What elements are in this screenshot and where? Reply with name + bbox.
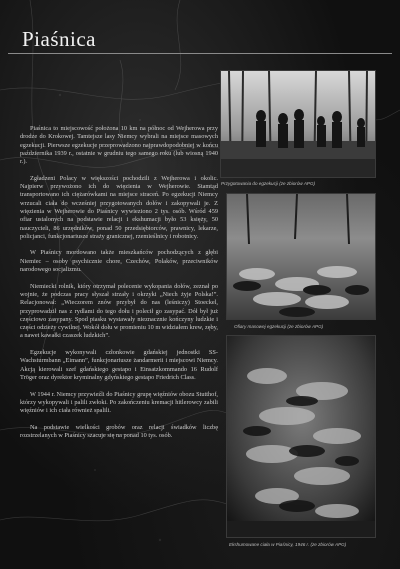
- paragraph: W 1944 r. Niemcy przywieźli do Piaśnicy grupę więźniów obozu Stutthof, którzy wykopywali i palili zwłoki. Po zakończeniu kremacji hitlerowcy zabili więźniów i ich ciała również spalili.: [20, 390, 218, 415]
- article-text: [20, 125, 218, 449]
- photo-exhumed-bodies: [226, 335, 376, 538]
- caption-photo2: Ofiary masowej egzekucji (ze zbiorów APG): [234, 324, 324, 329]
- paragraph: Piaśnica to miejscowość położona 10 km na północ od Wejherowa przy drodze do Krokowej. Tamtejsze lasy Niemcy wybrali na miejsce masowych egzekucji. Pierwsze egzekucje przeprowadzono najprawdopodobniej w końcu października 1939 r., ostatnie w grudniu tego samego roku (lub wiosną 1940 r.).: [20, 125, 218, 166]
- title-bar: [8, 22, 392, 52]
- paragraph: W Piaśnicy mordowano także mieszkańców pochodzących z głębi Niemiec – osoby psychicznie chore, Czechów, Polaków, przeciwników narodowego socjalizmu.: [20, 249, 218, 274]
- photo-execution-preparations: [220, 70, 376, 178]
- paragraph: Na podstawie wielkości grobów oraz relacji świadków liczbę rozstrzelanych w Piaśnicy szacuje się na ponad 10 tys. osób.: [20, 423, 218, 439]
- caption-photo3: Ekshumowane ciała w Piaśnicy, 1946 r. (ze zbiorów APG): [229, 542, 347, 547]
- paragraph: Niemiecki rolnik, który otrzymał polecenie wykopania dołów, zeznał po wojnie, że podczas pracy słyszał strzały i okrzyki „Niech żyje Polska!”. Relacjonował: „Wieczorem znów przybył do nas (leśniczy) Stoeckel, przyprowadził nas z rydlami do tego dołu i polecił go zasypać. Dół był już częściowo zasypany. Spod piasku wystawały nieznacznie kończyny ludzkie i części odzieży cywilnej. Wokół dołu w promieniu 10 m widziałem krew, zęby, a nawet kawałki czaszek ludzkich”.: [20, 282, 218, 340]
- paragraph: Zgładzeni Polacy w większości pochodzili z Wejherowa i okolic. Najpierw przywożono ich do więzienia w Wejherowie. Stamtąd transportowano ich ciężarówkami na miejsce straceń. Po egzekucji Niemcy wrzucali ciała do wcześniej przygotowanych dołów i zakopywali je. Z więzienia w Wejherowie do Piaśnicy wywieziono 2 tys. osób. Wśród 459 ofiar ustalonych na podstawie relacji i ekshumacji było 53 księży, 50 nauczycieli, 86 urzędników, ponad 50 przedsiębiorców, prawnicy, lekarze, policjanci, funkcjonariusze straży granicznej, rzemieślnicy i robotnicy.: [20, 174, 218, 240]
- page-title: Piaśnica: [22, 27, 96, 51]
- caption-photo1: Przygotowania do egzekucji (ze zbiorów APG): [221, 181, 316, 186]
- photo-mass-execution-victims: [226, 193, 376, 320]
- paragraph: Egzekucje wykonywali członkowie gdańskiej jednostki SS-Wachsturmbann „Eimann”, funkcjonariusze żandarmerii i miejscowi Niemcy. Akcją kierowali szef gdańskiego gestapo i Einsatzkommando 16 Rudolf Tröger oraz dyrektor kryminalny gdyńskiego gestapo Friedrich Class.: [20, 349, 218, 381]
- title-divider: [8, 53, 392, 54]
